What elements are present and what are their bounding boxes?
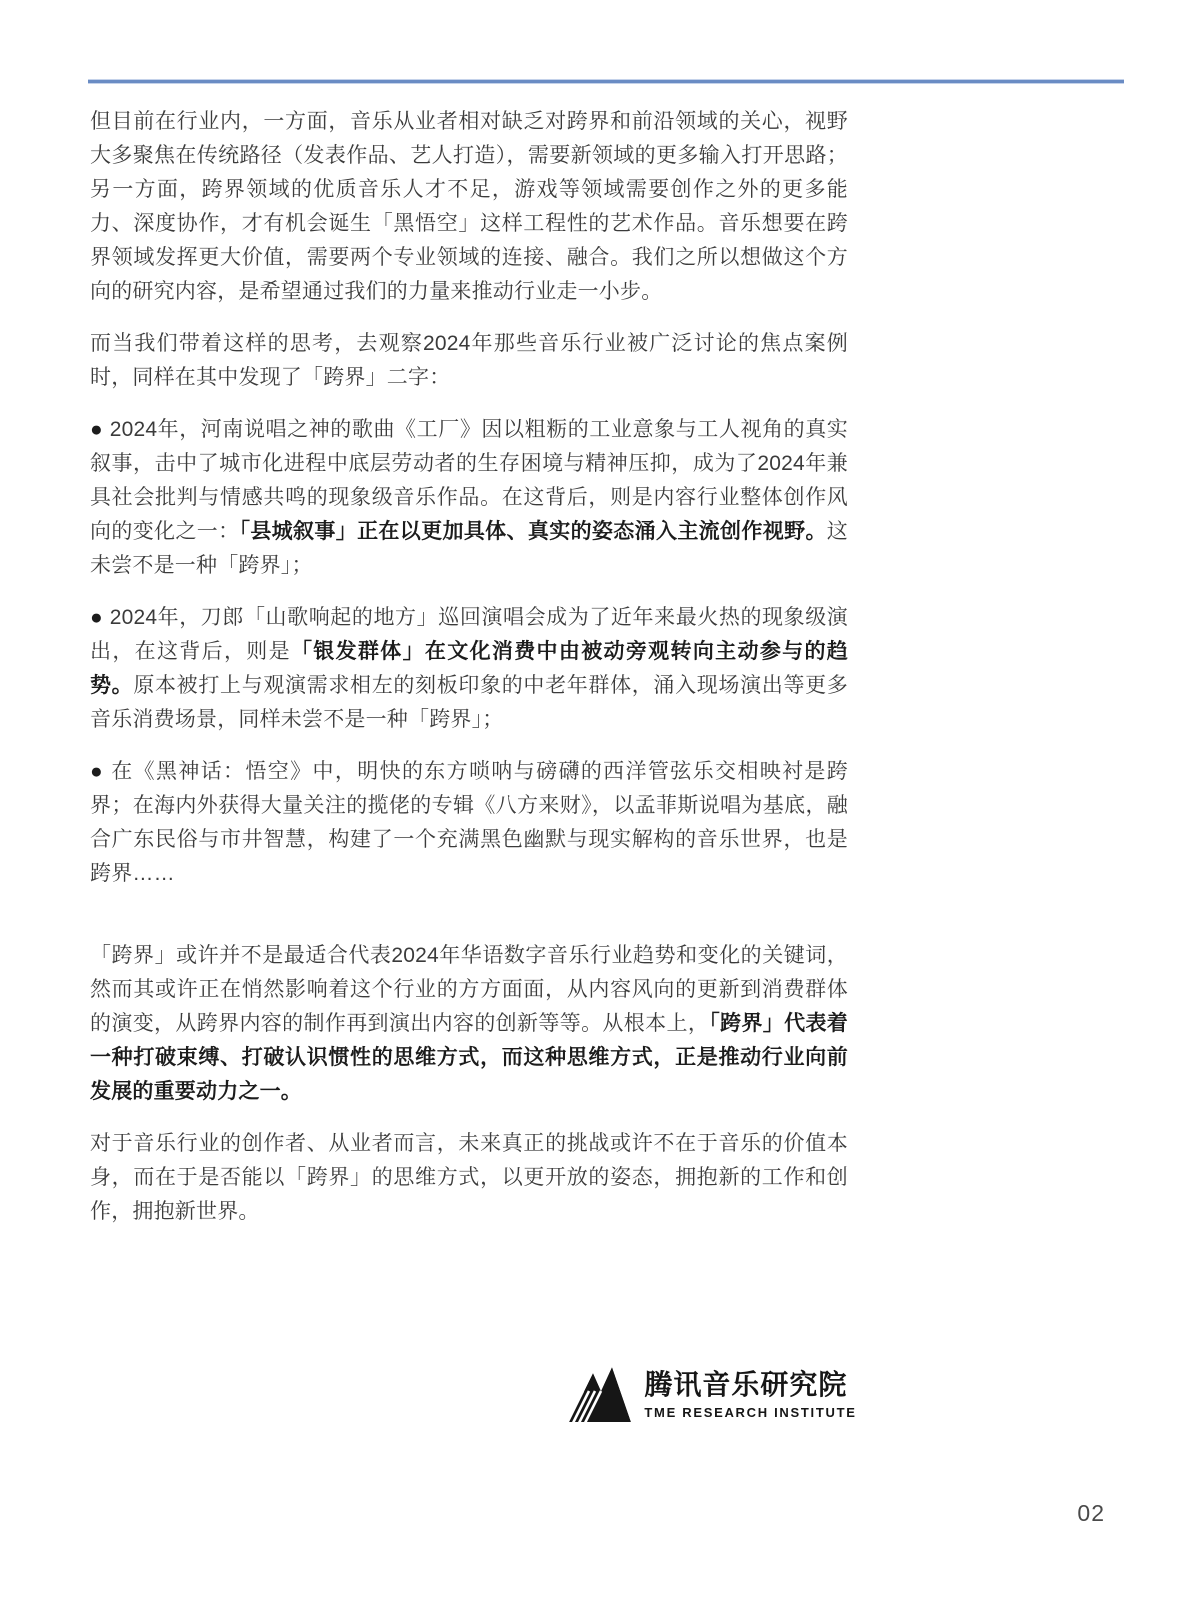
- paragraph: [90, 939, 848, 1109]
- text-run: 对于音乐行业的创作者、从业者而言，未来真正的挑战或许不在于音乐的价值本身，而在于是否能以「跨界」的思维方式，以更开放的姿态，拥抱新的工作和创作，拥抱新世界。: [90, 1132, 848, 1223]
- bullet-point: [90, 755, 848, 891]
- emphasis-text: 「县城叙事」正在以更加具体、真实的姿态涌入主流创作视野。: [239, 520, 827, 543]
- text-run: 原本被打上与观演需求相左的刻板印象的中老年群体，涌入现场演出等更多音乐消费场景，同样未尝不是一种「跨界」；: [90, 674, 848, 731]
- tme-mountain-logo-icon: [567, 1364, 631, 1422]
- footer-logo-area: [0, 1364, 1200, 1422]
- text-run: 这未尝不是一种「跨界」；: [90, 520, 848, 577]
- paragraph: [90, 105, 848, 309]
- paragraph: [90, 1127, 848, 1229]
- bullet-point: [90, 601, 848, 737]
- body-text-column: [90, 105, 848, 1229]
- emphasis-text: 「跨界」代表着一种打破束缚、打破认识惯性的思维方式，而这种思维方式，正是推动行业向前发展的重要动力之一。: [90, 1012, 848, 1103]
- paragraph: [90, 327, 848, 395]
- text-run: 2024年，河南说唱之神的歌曲《工厂》因以粗粝的工业意象与工人视角的真实叙事，击中了城市化进程中底层劳动者的生存困境与精神压抑，成为了2024年兼具社会批判与情感共鸣的现象级音乐作品。在这背后，则是内容行业整体创作风向的变化之一：: [90, 418, 848, 543]
- text-run: 「跨界」或许并不是最适合代表2024年华语数字音乐行业趋势和变化的关键词，然而其或许正在悄然影响着这个行业的方方面面，从内容风向的更新到消费群体的演变，从跨界内容的制作再到演出内容的创新等等。从根本上，: [90, 944, 848, 1035]
- page-number: 02: [1077, 1500, 1105, 1526]
- text-run: 而当我们带着这样的思考，去观察2024年那些音乐行业被广泛讨论的焦点案例时，同样在其中发现了「跨界」二字：: [90, 332, 848, 389]
- text-run: 2024年，刀郎「山歌响起的地方」巡回演唱会成为了近年来最火热的现象级演出，在这背后，则是: [90, 606, 848, 663]
- bullet-dot-icon: ●: [90, 418, 110, 441]
- logo-title-chinese: 腾讯音乐研究院: [644, 1369, 848, 1400]
- logo-wordmark: [644, 1369, 856, 1422]
- logo-title-english: TME RESEARCH INSTITUTE: [644, 1405, 857, 1420]
- bullet-dot-icon: ●: [90, 760, 112, 783]
- tme-logo: [567, 1364, 856, 1422]
- text-run: 但目前在行业内，一方面，音乐从业者相对缺乏对跨界和前沿领域的关心，视野大多聚焦在传统路径（发表作品、艺人打造），需要新领域的更多输入打开思路；另一方面，跨界领域的优质音乐人才不足，游戏等领域需要创作之外的更多能力、深度协作，才有机会诞生「黑悟空」这样工程性的艺术作品。音乐想要在跨界领域发挥更大价值，需要两个专业领域的连接、融合。我们之所以想做这个方向的研究内容，是希望通过我们的力量来推动行业走一小步。: [90, 110, 848, 303]
- text-run: 在《黑神话：悟空》中，明快的东方唢呐与磅礴的西洋管弦乐交相映衬是跨界；在海内外获得大量关注的揽佬的专辑《八方来财》，以孟菲斯说唱为基底，融合广东民俗与市井智慧，构建了一个充满黑色幽默与现实解构的音乐世界，也是跨界……: [90, 760, 848, 885]
- emphasis-text: 「银发群体」在文化消费中由被动旁观转向主动参与的趋势。: [90, 640, 848, 697]
- bullet-dot-icon: ●: [90, 606, 110, 629]
- bullet-point: [90, 413, 848, 583]
- header-divider-line: [88, 80, 1124, 83]
